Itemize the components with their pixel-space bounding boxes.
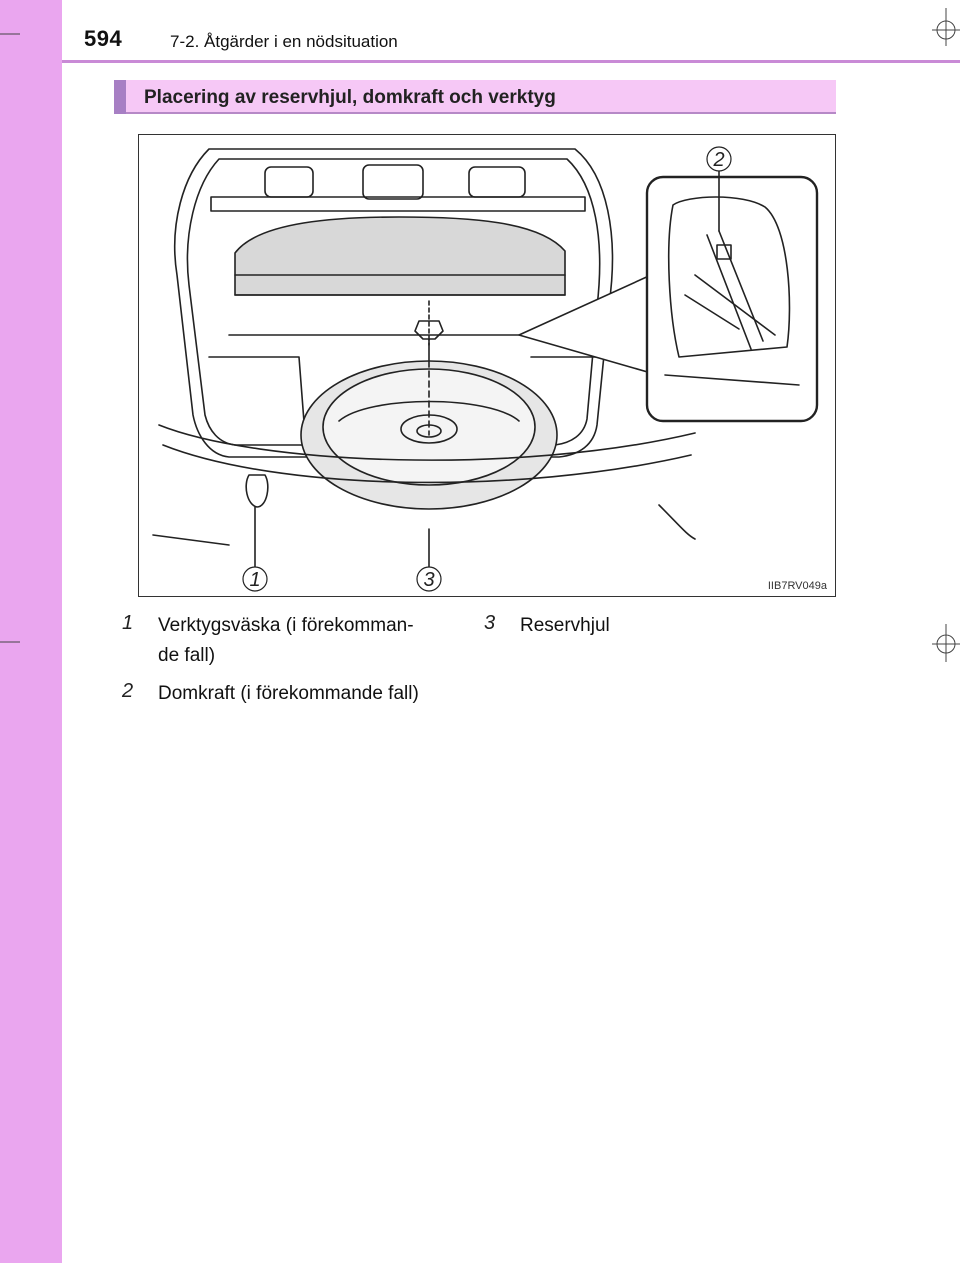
legend-text-1-line1: Verktygsväska (i förekomman-: [158, 615, 414, 636]
trunk-illustration: [139, 135, 835, 596]
header-rule: [62, 60, 960, 63]
legend-text-1-line2: de fall): [158, 645, 216, 666]
section-heading-accent: [114, 80, 126, 114]
chapter-title: 7-2. Åtgärder i en nödsituation: [170, 32, 398, 51]
legend-number-1: 1: [122, 612, 134, 634]
callout-2: 2: [713, 149, 725, 171]
legend-text-3: Reservhjul: [520, 615, 610, 636]
callout-1: 1: [249, 569, 261, 591]
figure-code: IIB7RV049a: [767, 580, 827, 592]
section-heading-text: Placering av reservhjul, domkraft och verktyg: [144, 87, 556, 108]
crop-mark-left-top: [0, 32, 24, 36]
page-number: 594: [84, 26, 123, 51]
crop-mark-top-right: [928, 8, 960, 48]
side-band: [0, 0, 62, 1263]
legend-number-2: 2: [122, 680, 134, 702]
legend-number-3: 3: [484, 612, 496, 634]
crop-mark-mid-right: [928, 624, 960, 664]
legend-text-2: Domkraft (i förekommande fall): [158, 683, 419, 704]
callout-3: 3: [423, 569, 435, 591]
crop-mark-left-mid: [0, 640, 24, 644]
section-heading: [114, 80, 836, 114]
figure-trunk-illustration: [138, 134, 836, 597]
